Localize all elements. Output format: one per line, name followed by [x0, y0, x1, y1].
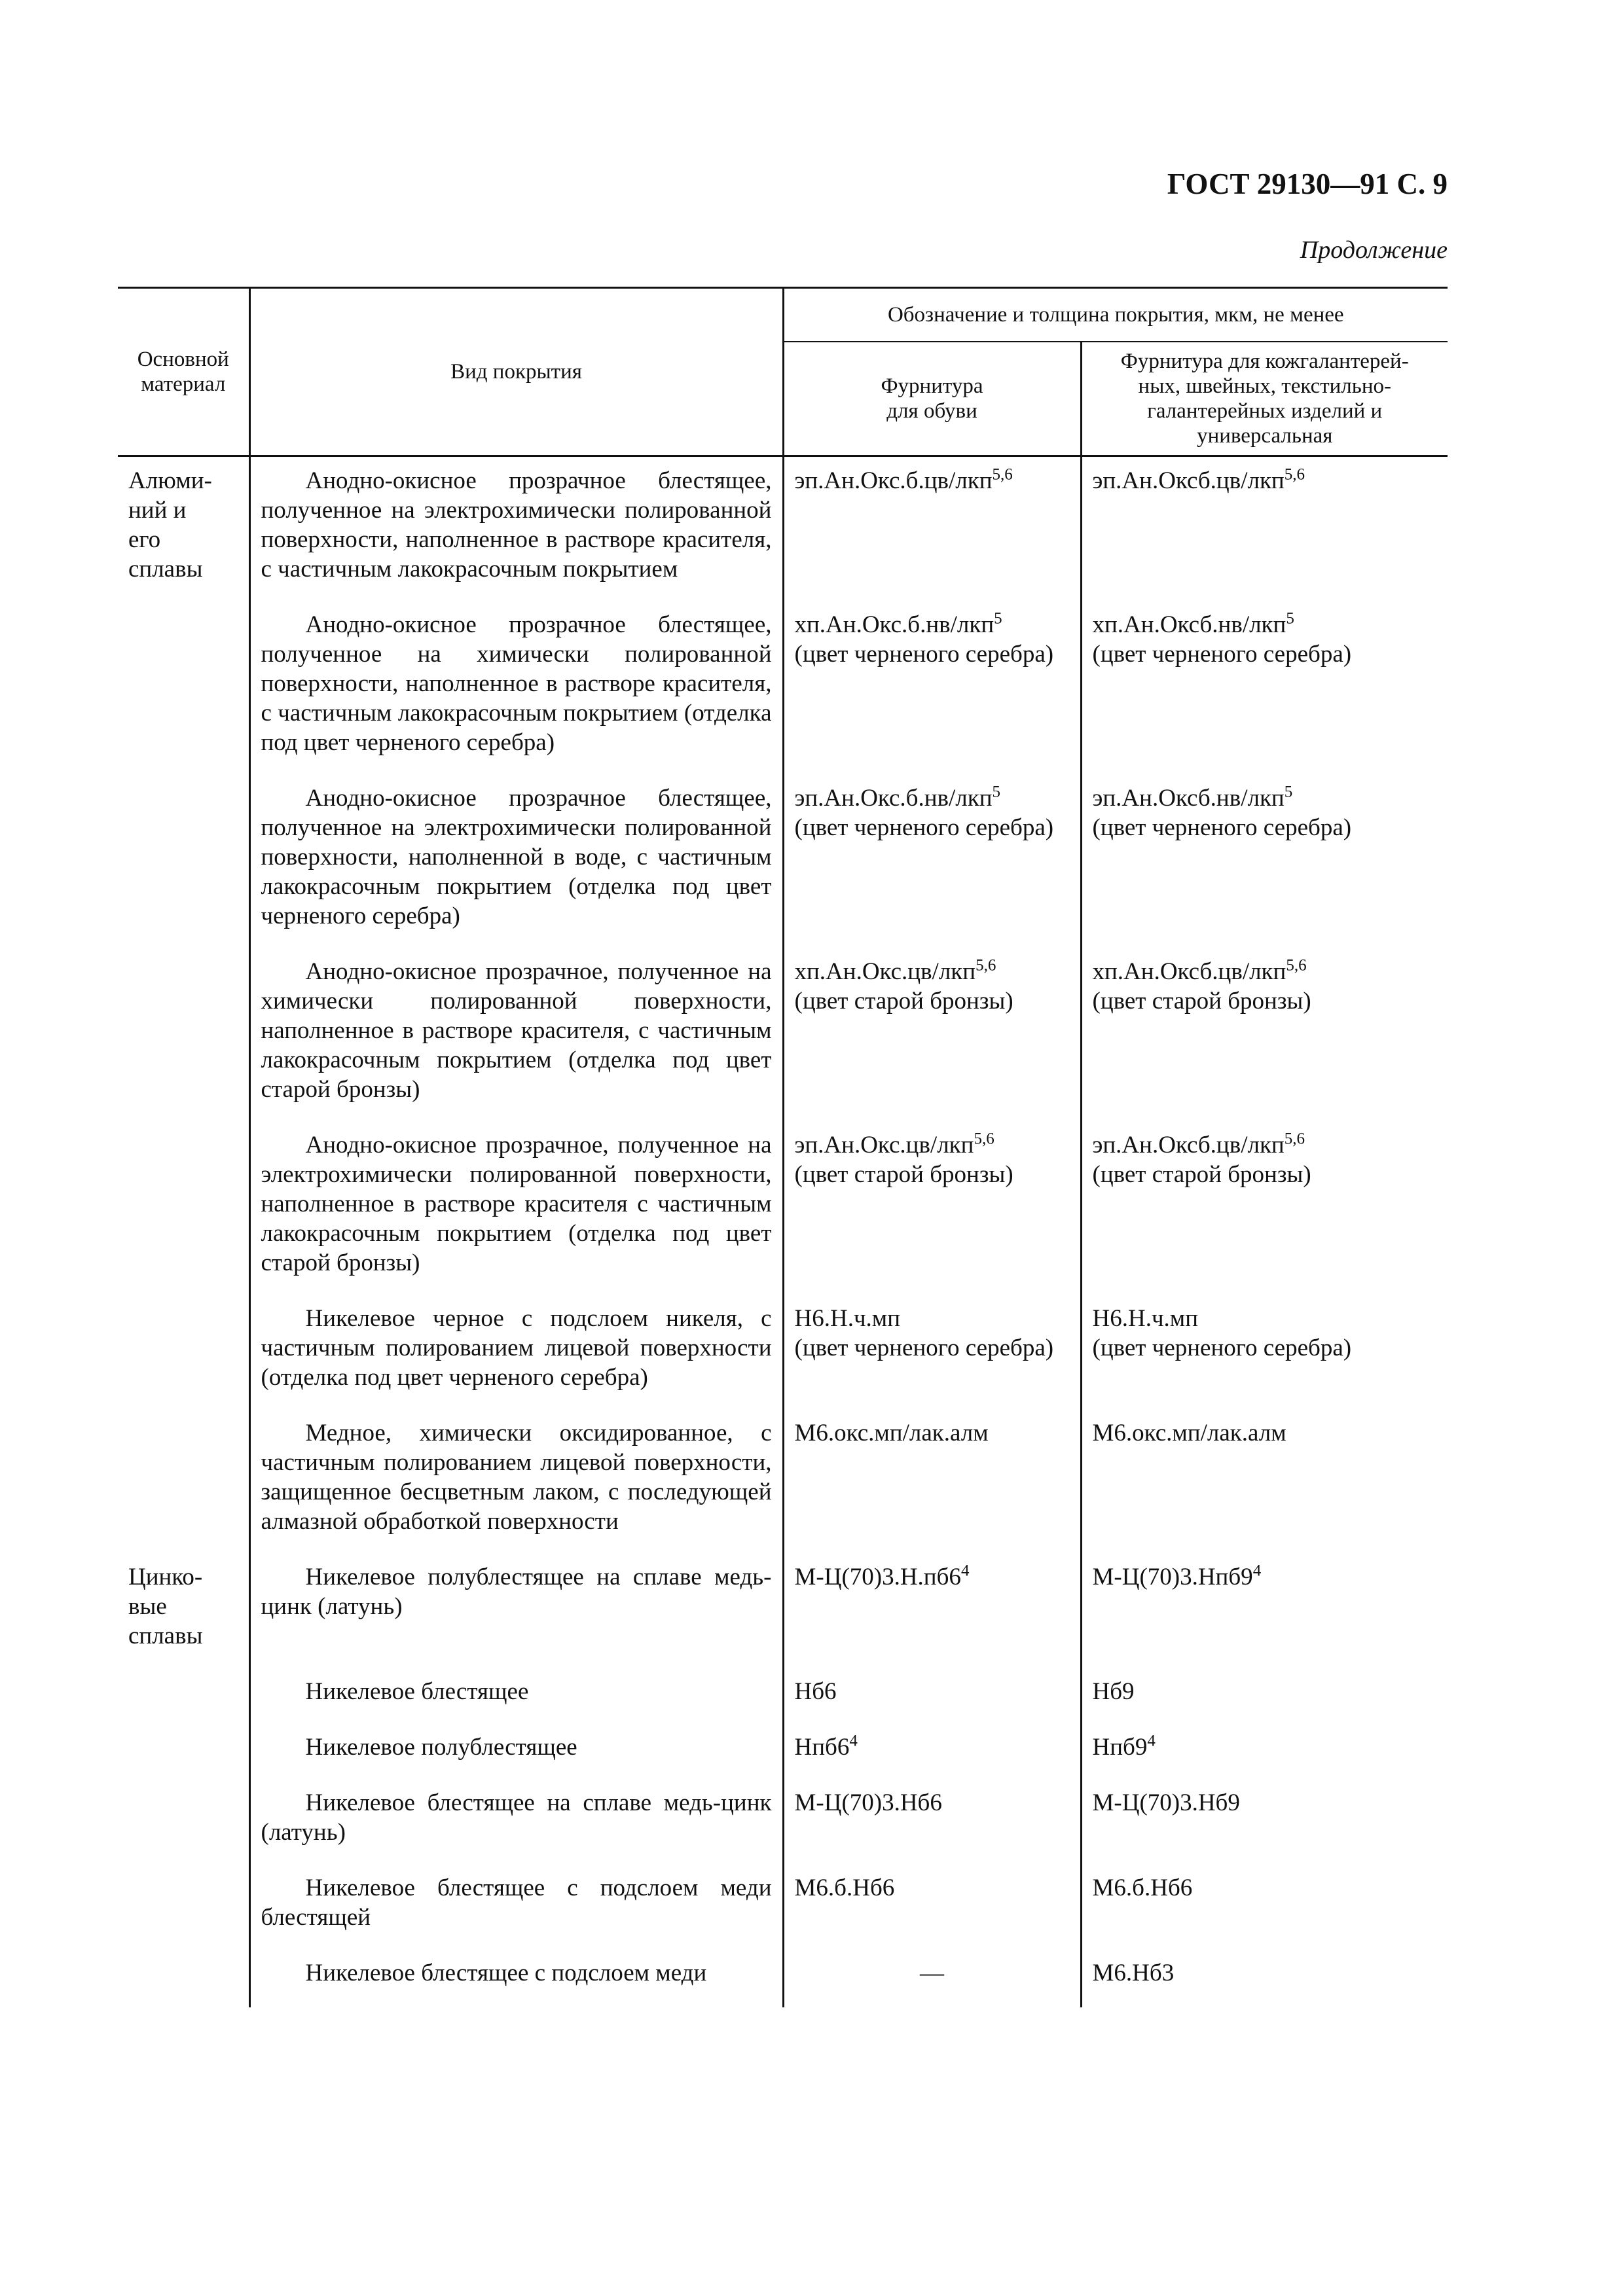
table-row [118, 948, 1448, 1121]
shoes-designation-cell [783, 1409, 1081, 1553]
color-note: (цвет старой бронзы) [1092, 988, 1311, 1014]
designation-code: М6.окс.мп/лак.алм [794, 1420, 989, 1446]
footnote-ref: 4 [960, 1562, 970, 1580]
coating-type-cell [249, 1864, 783, 1949]
designation-code: эп.Ан.Окс.цв/лкп [794, 1132, 974, 1158]
coating-type-cell [249, 774, 783, 948]
universal-designation-cell [1081, 456, 1448, 601]
table-row [118, 1295, 1448, 1409]
designation-code: М-Ц(70)3.Нб6 [794, 1789, 942, 1816]
coating-type-cell [249, 1409, 783, 1553]
base-material-cell [118, 1949, 249, 2007]
coating-type-cell [249, 601, 783, 774]
designation-code: хп.Ан.Окс.б.нв/лкп [794, 611, 994, 638]
universal-designation-cell [1081, 1949, 1448, 2007]
shoes-designation-cell [783, 1295, 1081, 1409]
header-shoes: Фурнитура для обуви [783, 342, 1081, 456]
shoes-designation-cell [783, 1668, 1081, 1723]
shoes-designation-cell [783, 774, 1081, 948]
universal-designation-cell [1081, 1295, 1448, 1409]
base-material-cell: Цинко- вые сплавы [118, 1553, 249, 1668]
continuation-label: Продолжение [1300, 236, 1448, 264]
color-note: (цвет старой бронзы) [794, 988, 1013, 1014]
base-material-cell: Алюми- ний и его сплавы [118, 456, 249, 601]
footnote-ref: 5 [992, 783, 1001, 801]
base-material-cell [118, 1409, 249, 1553]
coating-text: Анодно-окисное прозрачное, полученное на электрохимически полированной поверхности, наполненное в растворе красителя с частичным лакокрасочным покрытием (отделка под цвет старой бронзы) [261, 1132, 772, 1276]
designation-code: Нб9 [1092, 1678, 1135, 1705]
designation-code: Н6.Н.ч.мп [1092, 1305, 1199, 1332]
table-row [118, 1949, 1448, 2007]
footnote-ref: 5,6 [1286, 956, 1307, 975]
footnote-ref: 5 [1284, 783, 1293, 801]
designation-code: эп.Ан.Оксб.цв/лкп [1092, 1132, 1285, 1158]
coating-type-cell [249, 1949, 783, 2007]
designation-code: М-Ц(70)3.Н.пб6 [794, 1564, 961, 1590]
designation-code: эп.Ан.Оксб.нв/лкп [1092, 785, 1285, 812]
table-row [118, 601, 1448, 774]
designation-code: М6.б.Нб6 [1092, 1874, 1193, 1901]
footnote-ref: 4 [849, 1732, 858, 1750]
universal-designation-cell [1081, 1723, 1448, 1779]
designation-code: хп.Ан.Оксб.нв/лкп [1092, 611, 1286, 638]
table-row [118, 1121, 1448, 1295]
coating-text: Анодно-окисное прозрачное, полученное на химически полированной поверхности, наполненное в растворе красителя, с частичным лакокрасочным покрытием (отделка под цвет старой бронзы) [261, 958, 772, 1103]
footnote-ref: 5 [994, 609, 1002, 628]
universal-designation-cell [1081, 948, 1448, 1121]
universal-designation-cell [1081, 601, 1448, 774]
coating-text: Никелевое блестящее на сплаве медь-цинк (латунь) [261, 1789, 772, 1846]
designation-code: Нпб9 [1092, 1734, 1148, 1761]
shoes-designation-cell [783, 1553, 1081, 1668]
color-note: (цвет старой бронзы) [1092, 1161, 1311, 1188]
color-note: (цвет черненого серебра) [794, 641, 1054, 668]
shoes-designation-cell [783, 1864, 1081, 1949]
coating-table [118, 287, 1448, 2007]
color-note: (цвет старой бронзы) [794, 1161, 1013, 1188]
designation-code: М-Ц(70)3.Нб9 [1092, 1789, 1240, 1816]
shoes-designation-cell [783, 1779, 1081, 1864]
base-material-cell [118, 1723, 249, 1779]
shoes-designation-cell [783, 1949, 1081, 2007]
coating-text: Анодно-окисное прозрачное блестящее, полученное на электрохимически полированной поверхности, наполненной в воде, с частичным лакокрасочным покрытием (отделка под цвет черненого серебра) [261, 785, 772, 929]
table-row [118, 1409, 1448, 1553]
universal-designation-cell [1081, 774, 1448, 948]
table-row [118, 774, 1448, 948]
universal-designation-cell [1081, 1553, 1448, 1668]
designation-code: Н6.Н.ч.мп [794, 1305, 901, 1332]
designation-code: М6.Нб3 [1092, 1960, 1175, 1986]
footnote-ref: 5 [1286, 609, 1294, 628]
designation-code: хп.Ан.Оксб.цв/лкп [1092, 958, 1286, 985]
footnote-ref: 5,6 [1284, 465, 1305, 484]
color-note: (цвет черненого серебра) [1092, 641, 1352, 668]
table-row [118, 456, 1448, 601]
designation-code: хп.Ан.Окс.цв/лкп [794, 958, 976, 985]
universal-designation-cell [1081, 1864, 1448, 1949]
coating-text: Никелевое черное с подслоем никеля, с частичным полированием лицевой поверхности (отделка под цвет черненого серебра) [261, 1305, 772, 1391]
footnote-ref: 4 [1252, 1562, 1262, 1580]
header-coating: Вид покрытия [249, 288, 783, 456]
base-material-cell [118, 1121, 249, 1295]
base-material-cell [118, 774, 249, 948]
table-row [118, 1864, 1448, 1949]
designation-code: эп.Ан.Оксб.цв/лкп [1092, 467, 1285, 494]
designation-code: эп.Ан.Окс.б.нв/лкп [794, 785, 993, 812]
footnote-ref: 5,6 [976, 956, 996, 975]
coating-text: Никелевое полублестящее на сплаве медь-цинк (латунь) [261, 1564, 772, 1620]
table-row [118, 1723, 1448, 1779]
page-header: ГОСТ 29130—91 С. 9 [1167, 168, 1448, 200]
coating-text: Никелевое блестящее [305, 1678, 529, 1705]
designation-code: эп.Ан.Окс.б.цв/лкп [794, 467, 993, 494]
table-row [118, 1553, 1448, 1668]
footnote-ref: 5,6 [992, 465, 1013, 484]
coating-type-cell [249, 456, 783, 601]
footnote-ref: 5,6 [1284, 1130, 1305, 1148]
coating-type-cell [249, 1553, 783, 1668]
coating-type-cell [249, 1121, 783, 1295]
coating-text: Никелевое полублестящее [305, 1734, 577, 1761]
header-material: Основной материал [118, 288, 249, 456]
shoes-designation-cell [783, 456, 1081, 601]
coating-text: Медное, химически оксидированное, с частичным полированием лицевой поверхности, защищенное бесцветным лаком, с последующей алмазной обработкой поверхности [261, 1420, 772, 1535]
base-material-cell [118, 948, 249, 1121]
base-material-cell [118, 1779, 249, 1864]
designation-code: Нпб6 [794, 1734, 850, 1761]
footnote-ref: 4 [1147, 1732, 1156, 1750]
universal-designation-cell [1081, 1668, 1448, 1723]
header-universal: Фурнитура для кожгалантерей- ных, швейных, текстильно- галантерейных изделий и универсальная [1081, 342, 1448, 456]
table-row [118, 1668, 1448, 1723]
universal-designation-cell [1081, 1121, 1448, 1295]
coating-text: Анодно-окисное прозрачное блестящее, полученное на химически полированной поверхности, наполненное в растворе красителя, с частичным лакокрасочным покрытием (отделка под цвет черненого серебра) [261, 611, 772, 756]
coating-type-cell [249, 1723, 783, 1779]
shoes-designation-cell [783, 1723, 1081, 1779]
coating-text: Никелевое блестящее с подслоем меди блестящей [261, 1874, 772, 1931]
universal-designation-cell [1081, 1409, 1448, 1553]
table-row [118, 1779, 1448, 1864]
shoes-designation-cell [783, 601, 1081, 774]
coating-type-cell [249, 1295, 783, 1409]
table-body [118, 456, 1448, 2008]
shoes-designation-cell [783, 948, 1081, 1121]
color-note: (цвет черненого серебра) [794, 814, 1054, 841]
color-note: (цвет черненого серебра) [1092, 1335, 1352, 1361]
designation-code: М-Ц(70)3.Нпб9 [1092, 1564, 1253, 1590]
base-material-cell [118, 1668, 249, 1723]
header-designation-group: Обозначение и толщина покрытия, мкм, не менее [783, 288, 1448, 342]
designation-code: — [920, 1960, 944, 1986]
coating-text: Никелевое блестящее с подслоем меди [305, 1960, 707, 1986]
color-note: (цвет черненого серебра) [1092, 814, 1352, 841]
designation-code: Нб6 [794, 1678, 837, 1705]
universal-designation-cell [1081, 1779, 1448, 1864]
coating-text: Анодно-окисное прозрачное блестящее, полученное на электрохимически полированной поверхности, наполненное в растворе красителя, с частичным лакокрасочным покрытием [261, 467, 772, 583]
base-material-cell [118, 1864, 249, 1949]
footnote-ref: 5,6 [974, 1130, 994, 1148]
coating-type-cell [249, 948, 783, 1121]
color-note: (цвет черненого серебра) [794, 1335, 1054, 1361]
coating-type-cell [249, 1779, 783, 1864]
designation-code: М6.окс.мп/лак.алм [1092, 1420, 1286, 1446]
base-material-cell [118, 601, 249, 774]
designation-code: М6.б.Нб6 [794, 1874, 895, 1901]
shoes-designation-cell [783, 1121, 1081, 1295]
coating-type-cell [249, 1668, 783, 1723]
base-material-cell [118, 1295, 249, 1409]
